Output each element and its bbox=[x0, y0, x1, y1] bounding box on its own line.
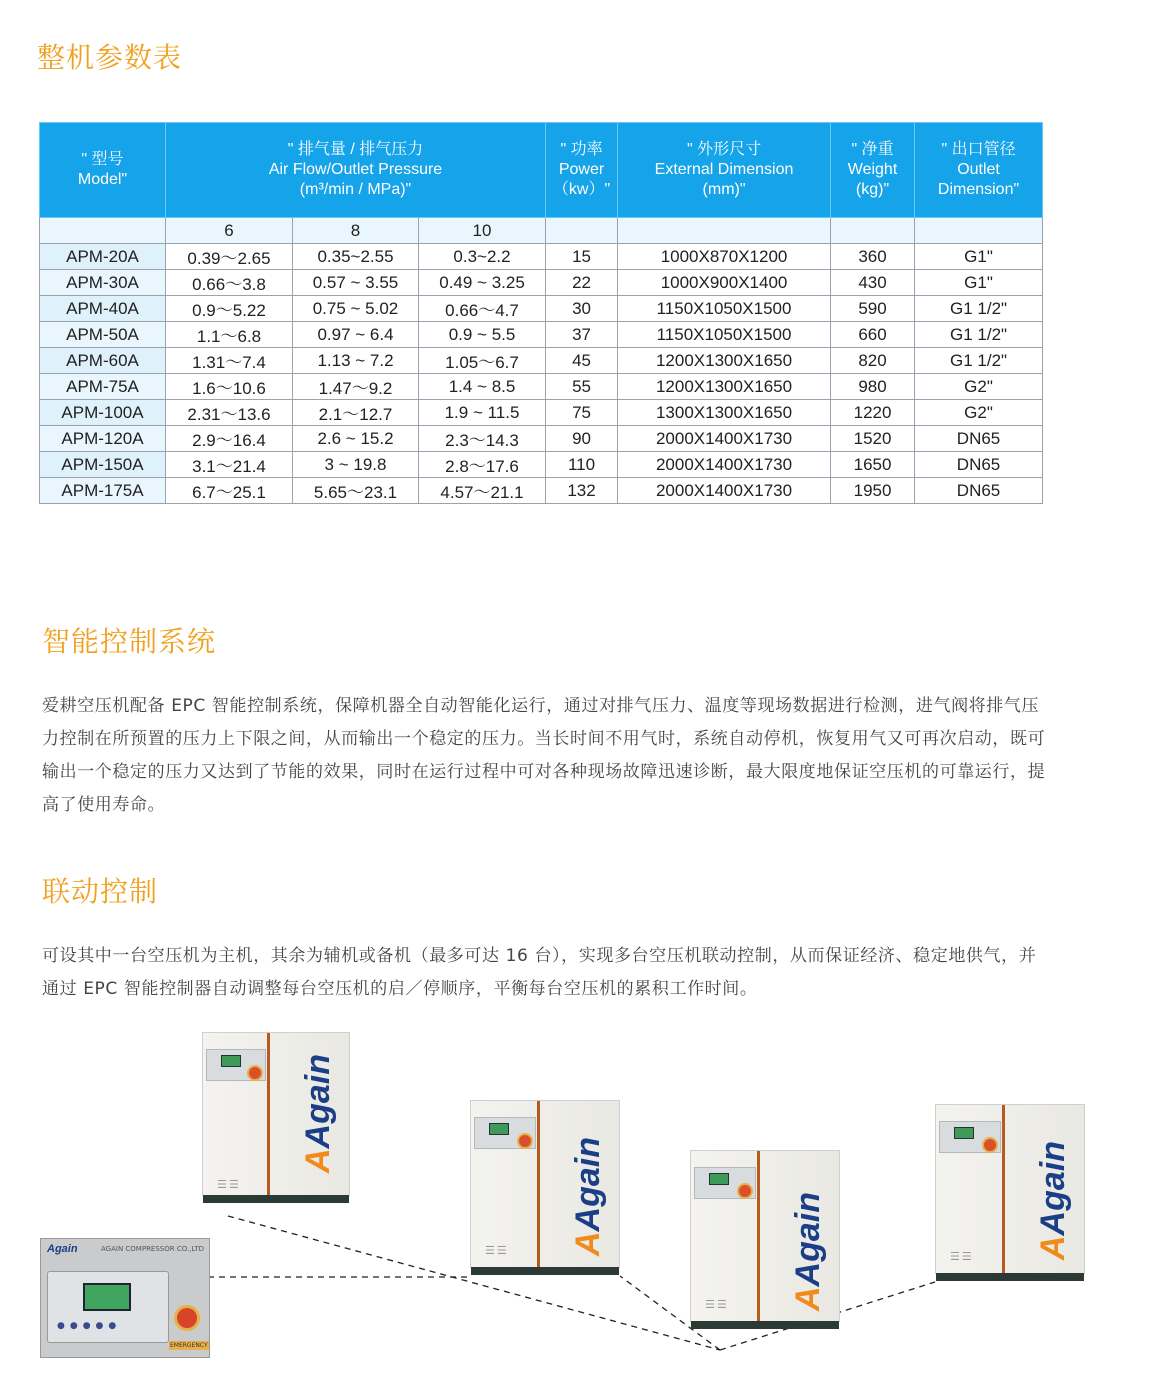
cell-model: APM-100A bbox=[40, 400, 166, 426]
pressure-label: 8 bbox=[293, 218, 419, 244]
cell-dimension: 1200X1300X1650 bbox=[618, 374, 831, 400]
header-model: " 型号 Model" bbox=[40, 123, 166, 218]
cell-flow-10: 0.9 ~ 5.5 bbox=[419, 322, 546, 348]
cell-dimension: 1150X1050X1500 bbox=[618, 322, 831, 348]
cell-flow-6: 1.1～6.8 bbox=[166, 322, 293, 348]
controller-brand: Again bbox=[47, 1243, 78, 1255]
header-air-flow: " 排气量 / 排气压力 Air Flow/Outlet Pressure (m³/min / MPa)" bbox=[166, 123, 546, 218]
cell-flow-10: 2.8～17.6 bbox=[419, 452, 546, 478]
brand-logo: AAgain bbox=[569, 1136, 607, 1256]
pressure-label: 6 bbox=[166, 218, 293, 244]
cell-weight: 1220 bbox=[831, 400, 915, 426]
cell-weight: 1950 bbox=[831, 478, 915, 504]
control-section-title: 智能控制系统 bbox=[42, 625, 217, 658]
cell-flow-6: 2.31～13.6 bbox=[166, 400, 293, 426]
cell-weight: 590 bbox=[831, 296, 915, 322]
cell-model: APM-40A bbox=[40, 296, 166, 322]
cell-flow-10: 0.3~2.2 bbox=[419, 244, 546, 270]
cell-flow-8: 2.6 ~ 15.2 bbox=[293, 426, 419, 452]
cell-outlet: G1" bbox=[915, 270, 1043, 296]
cell-flow-8: 0.75 ~ 5.02 bbox=[293, 296, 419, 322]
cell-model: APM-60A bbox=[40, 348, 166, 374]
cell-outlet: DN65 bbox=[915, 478, 1043, 504]
brand-logo: AAgain bbox=[789, 1191, 827, 1311]
controller-buttons: ●●●●● bbox=[57, 1321, 122, 1331]
header-outlet: " 出口管径 Outlet Dimension" bbox=[915, 123, 1043, 218]
compressor-slave: ☰☰ AAgain bbox=[690, 1150, 840, 1322]
cell-flow-8: 2.1～12.7 bbox=[293, 400, 419, 426]
cell-weight: 980 bbox=[831, 374, 915, 400]
cell-outlet: G2" bbox=[915, 374, 1043, 400]
cell-model: APM-75A bbox=[40, 374, 166, 400]
cell-flow-10: 4.57～21.1 bbox=[419, 478, 546, 504]
cell-power: 37 bbox=[546, 322, 618, 348]
controller-company: AGAIN COMPRESSOR CO.,LTD bbox=[101, 1245, 205, 1253]
emergency-stop-icon bbox=[174, 1305, 200, 1331]
cell-flow-6: 0.39～2.65 bbox=[166, 244, 293, 270]
cell-model: APM-30A bbox=[40, 270, 166, 296]
cell-flow-10: 2.3～14.3 bbox=[419, 426, 546, 452]
cell-outlet: DN65 bbox=[915, 452, 1043, 478]
cell-outlet: G1 1/2" bbox=[915, 322, 1043, 348]
cell-outlet: DN65 bbox=[915, 426, 1043, 452]
cell-outlet: G1 1/2" bbox=[915, 296, 1043, 322]
compressor-slave: ☰☰ AAgain bbox=[470, 1100, 620, 1268]
cell-outlet: G2" bbox=[915, 400, 1043, 426]
control-paragraph: 爱耕空压机配备 EPC 智能控制系统，保障机器全自动智能化运行，通过对排气压力、温度等现场数据进行检测，进气阀将排气压力控制在所预置的压力上下限之间，从而输出一个稳定的压力。当长时间不用气时，系统自动停机，恢复用气又可再次启动，既可输出一个稳定的压力又达到了节能的效果，同时在运行过程中可对各种现场故障迅速诊断，最大限度地保证空压机的可靠运行，提高了使用寿命。 bbox=[42, 696, 1046, 815]
cell-dimension: 1000X900X1400 bbox=[618, 270, 831, 296]
cell-power: 55 bbox=[546, 374, 618, 400]
cell-power: 75 bbox=[546, 400, 618, 426]
cell-flow-6: 2.9～16.4 bbox=[166, 426, 293, 452]
cell-flow-8: 1.13 ~ 7.2 bbox=[293, 348, 419, 374]
emergency-label: EMERGENCY bbox=[170, 1342, 208, 1349]
cell-outlet: G1" bbox=[915, 244, 1043, 270]
cell-weight: 430 bbox=[831, 270, 915, 296]
cell-flow-10: 0.66～4.7 bbox=[419, 296, 546, 322]
cell-flow-8: 0.57 ~ 3.55 bbox=[293, 270, 419, 296]
cell-power: 110 bbox=[546, 452, 618, 478]
cell-flow-6: 3.1～21.4 bbox=[166, 452, 293, 478]
cell-power: 15 bbox=[546, 244, 618, 270]
cell-flow-8: 5.65～23.1 bbox=[293, 478, 419, 504]
cell-weight: 820 bbox=[831, 348, 915, 374]
cell-dimension: 2000X1400X1730 bbox=[618, 478, 831, 504]
cell-power: 90 bbox=[546, 426, 618, 452]
pressure-label: 10 bbox=[419, 218, 546, 244]
cell-model: APM-175A bbox=[40, 478, 166, 504]
cell-power: 30 bbox=[546, 296, 618, 322]
header-power: " 功率 Power （kw）" bbox=[546, 123, 618, 218]
cell-flow-6: 0.66～3.8 bbox=[166, 270, 293, 296]
cell-dimension: 2000X1400X1730 bbox=[618, 426, 831, 452]
link-paragraph: 可设其中一台空压机为主机，其余为辅机或备机（最多可达 16 台），实现多台空压机联动控制，从而保证经济、稳定地供气，并通过 EPC 智能控制器自动调整每台空压机的启／停顺序，平衡每台空压机的累积工作时间。 bbox=[42, 946, 1037, 999]
cell-dimension: 2000X1400X1730 bbox=[618, 452, 831, 478]
specs-section-title: 整机参数表 bbox=[37, 41, 183, 74]
cell-dimension: 1300X1300X1650 bbox=[618, 400, 831, 426]
cell-flow-10: 1.4 ~ 8.5 bbox=[419, 374, 546, 400]
cell-flow-10: 1.9 ~ 11.5 bbox=[419, 400, 546, 426]
cell-flow-6: 1.31～7.4 bbox=[166, 348, 293, 374]
brand-logo: AAgain bbox=[299, 1053, 337, 1173]
cell-flow-8: 3 ~ 19.8 bbox=[293, 452, 419, 478]
cell-flow-8: 1.47～9.2 bbox=[293, 374, 419, 400]
cell-model: APM-50A bbox=[40, 322, 166, 348]
cell-flow-10: 0.49 ~ 3.25 bbox=[419, 270, 546, 296]
cell-dimension: 1200X1300X1650 bbox=[618, 348, 831, 374]
brand-logo: AAgain bbox=[1034, 1140, 1072, 1260]
cell-power: 132 bbox=[546, 478, 618, 504]
header-dimension: " 外形尺寸 External Dimension (mm)" bbox=[618, 123, 831, 218]
cell-outlet: G1 1/2" bbox=[915, 348, 1043, 374]
cell-weight: 660 bbox=[831, 322, 915, 348]
cell-dimension: 1000X870X1200 bbox=[618, 244, 831, 270]
cell-model: APM-150A bbox=[40, 452, 166, 478]
cell-flow-6: 0.9～5.22 bbox=[166, 296, 293, 322]
cell-model: APM-120A bbox=[40, 426, 166, 452]
cell-flow-8: 0.97 ~ 6.4 bbox=[293, 322, 419, 348]
link-section-title: 联动控制 bbox=[42, 875, 159, 908]
compressor-master: ☰☰ AAgain bbox=[202, 1032, 350, 1196]
cell-flow-6: 6.7～25.1 bbox=[166, 478, 293, 504]
cell-power: 22 bbox=[546, 270, 618, 296]
cell-model: APM-20A bbox=[40, 244, 166, 270]
cell-flow-10: 1.05～6.7 bbox=[419, 348, 546, 374]
header-weight: " 净重 Weight (kg)" bbox=[831, 123, 915, 218]
cell-dimension: 1150X1050X1500 bbox=[618, 296, 831, 322]
cell-flow-8: 0.35~2.55 bbox=[293, 244, 419, 270]
cell-weight: 360 bbox=[831, 244, 915, 270]
cell-weight: 1520 bbox=[831, 426, 915, 452]
epc-controller-closeup bbox=[40, 1238, 210, 1358]
cell-flow-6: 1.6～10.6 bbox=[166, 374, 293, 400]
cell-power: 45 bbox=[546, 348, 618, 374]
controller-screen bbox=[83, 1283, 131, 1311]
cell-weight: 1650 bbox=[831, 452, 915, 478]
compressor-slave: ☰☰ AAgain bbox=[935, 1104, 1085, 1274]
